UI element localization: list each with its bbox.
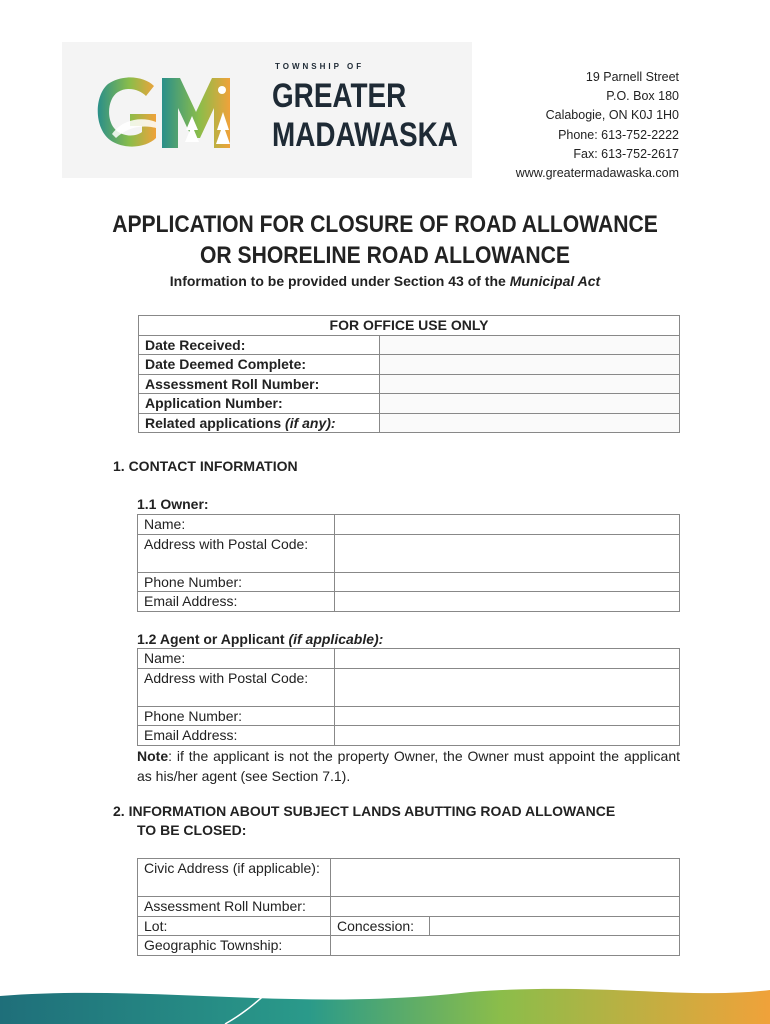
agent-name-label: Name: — [138, 649, 335, 669]
agent-heading-text: 1.2 Agent or Applicant — [137, 631, 289, 647]
owner-email-field[interactable] — [335, 592, 680, 612]
agent-email-field[interactable] — [335, 726, 680, 746]
owner-address-field[interactable] — [335, 534, 680, 572]
owner-name-label: Name: — [138, 515, 335, 535]
agent-phone-label: Phone Number: — [138, 706, 335, 726]
address-street: 19 Parnell Street — [585, 70, 679, 84]
office-related-applications-field[interactable] — [380, 413, 680, 433]
agent-table — [137, 648, 680, 746]
agent-address-label: Address with Postal Code: — [138, 668, 335, 706]
lot-label: Lot: — [138, 916, 331, 936]
owner-table — [137, 514, 680, 612]
address-city: Calabogie, ON K0J 1H0 — [545, 108, 679, 123]
section-2-heading-line1: 2. INFORMATION ABOUT SUBJECT LANDS ABUTTING ROAD ALLOWANCE — [113, 803, 616, 819]
office-roll-number-field[interactable] — [380, 374, 680, 394]
agent-heading — [137, 631, 383, 647]
section-1-heading: 1. CONTACT INFORMATION — [113, 458, 298, 474]
office-date-complete-field[interactable] — [380, 355, 680, 375]
office-date-received-label: Date Received: — [139, 335, 380, 355]
concession-label: Concession: — [331, 916, 430, 936]
agent-name-field[interactable] — [335, 649, 680, 669]
logo-madawaska: MADAWASKA — [272, 116, 458, 154]
geographic-township-label: Geographic Township: — [138, 936, 331, 956]
lands-roll-number-label: Assessment Roll Number: — [138, 897, 331, 917]
agent-heading-qualifier: (if applicable): — [288, 631, 384, 647]
subtitle-act: Municipal Act — [509, 273, 601, 289]
agent-email-label: Email Address: — [138, 726, 335, 746]
related-applications-text: Related applications — [145, 414, 286, 431]
note-text: : if the applicant is not the property Owner, the Owner must appoint the applicant as his/her agent (see Section 7.1). — [137, 748, 680, 784]
agent-phone-field[interactable] — [335, 706, 680, 726]
office-related-applications-label — [139, 413, 380, 433]
contact-address-block — [516, 68, 679, 183]
owner-address-label: Address with Postal Code: — [138, 534, 335, 572]
owner-phone-label: Phone Number: — [138, 572, 335, 592]
owner-name-field[interactable] — [335, 515, 680, 535]
office-application-number-field[interactable] — [380, 394, 680, 414]
office-application-number-label: Application Number: — [139, 394, 380, 414]
logo-township-of: TOWNSHIP OF — [275, 62, 365, 71]
office-date-received-field[interactable] — [380, 335, 680, 355]
office-use-table — [138, 315, 680, 433]
address-phone: Phone: 613-752-2222 — [558, 127, 679, 142]
related-applications-qualifier: (if any): — [285, 414, 336, 431]
owner-email-label: Email Address: — [138, 592, 335, 612]
note-label: Note — [137, 748, 169, 764]
agent-note — [137, 746, 680, 786]
document-subtitle — [0, 273, 770, 289]
logo-greater: GREATER — [272, 77, 407, 115]
footer-gradient-band — [0, 982, 770, 1024]
address-website-link[interactable]: www.greatermadawaska.com — [515, 166, 679, 181]
office-roll-number-label: Assessment Roll Number: — [139, 374, 380, 394]
civic-address-field[interactable] — [331, 859, 680, 897]
address-po-box: P.O. Box 180 — [606, 89, 679, 104]
owner-phone-field[interactable] — [335, 572, 680, 592]
document-title-line2: OR SHORELINE ROAD ALLOWANCE — [199, 242, 570, 269]
owner-heading: 1.1 Owner: — [137, 496, 209, 512]
office-date-complete-label: Date Deemed Complete: — [139, 355, 380, 375]
agent-address-field[interactable] — [335, 668, 680, 706]
concession-field[interactable] — [430, 916, 680, 936]
gm-monogram-logo — [92, 72, 252, 152]
geographic-township-field[interactable] — [331, 936, 680, 956]
address-fax: Fax: 613-752-2617 — [573, 146, 679, 161]
office-use-header: FOR OFFICE USE ONLY — [139, 316, 680, 336]
section-2-heading-line2: TO BE CLOSED: — [137, 822, 247, 838]
lands-roll-number-field[interactable] — [331, 897, 680, 917]
document-title-line1: APPLICATION FOR CLOSURE OF ROAD ALLOWANCE — [112, 211, 658, 238]
subject-lands-table — [137, 858, 680, 956]
subtitle-text: Information to be provided under Section 43 of the — [169, 273, 510, 289]
civic-address-label: Civic Address (if applicable): — [138, 859, 331, 897]
